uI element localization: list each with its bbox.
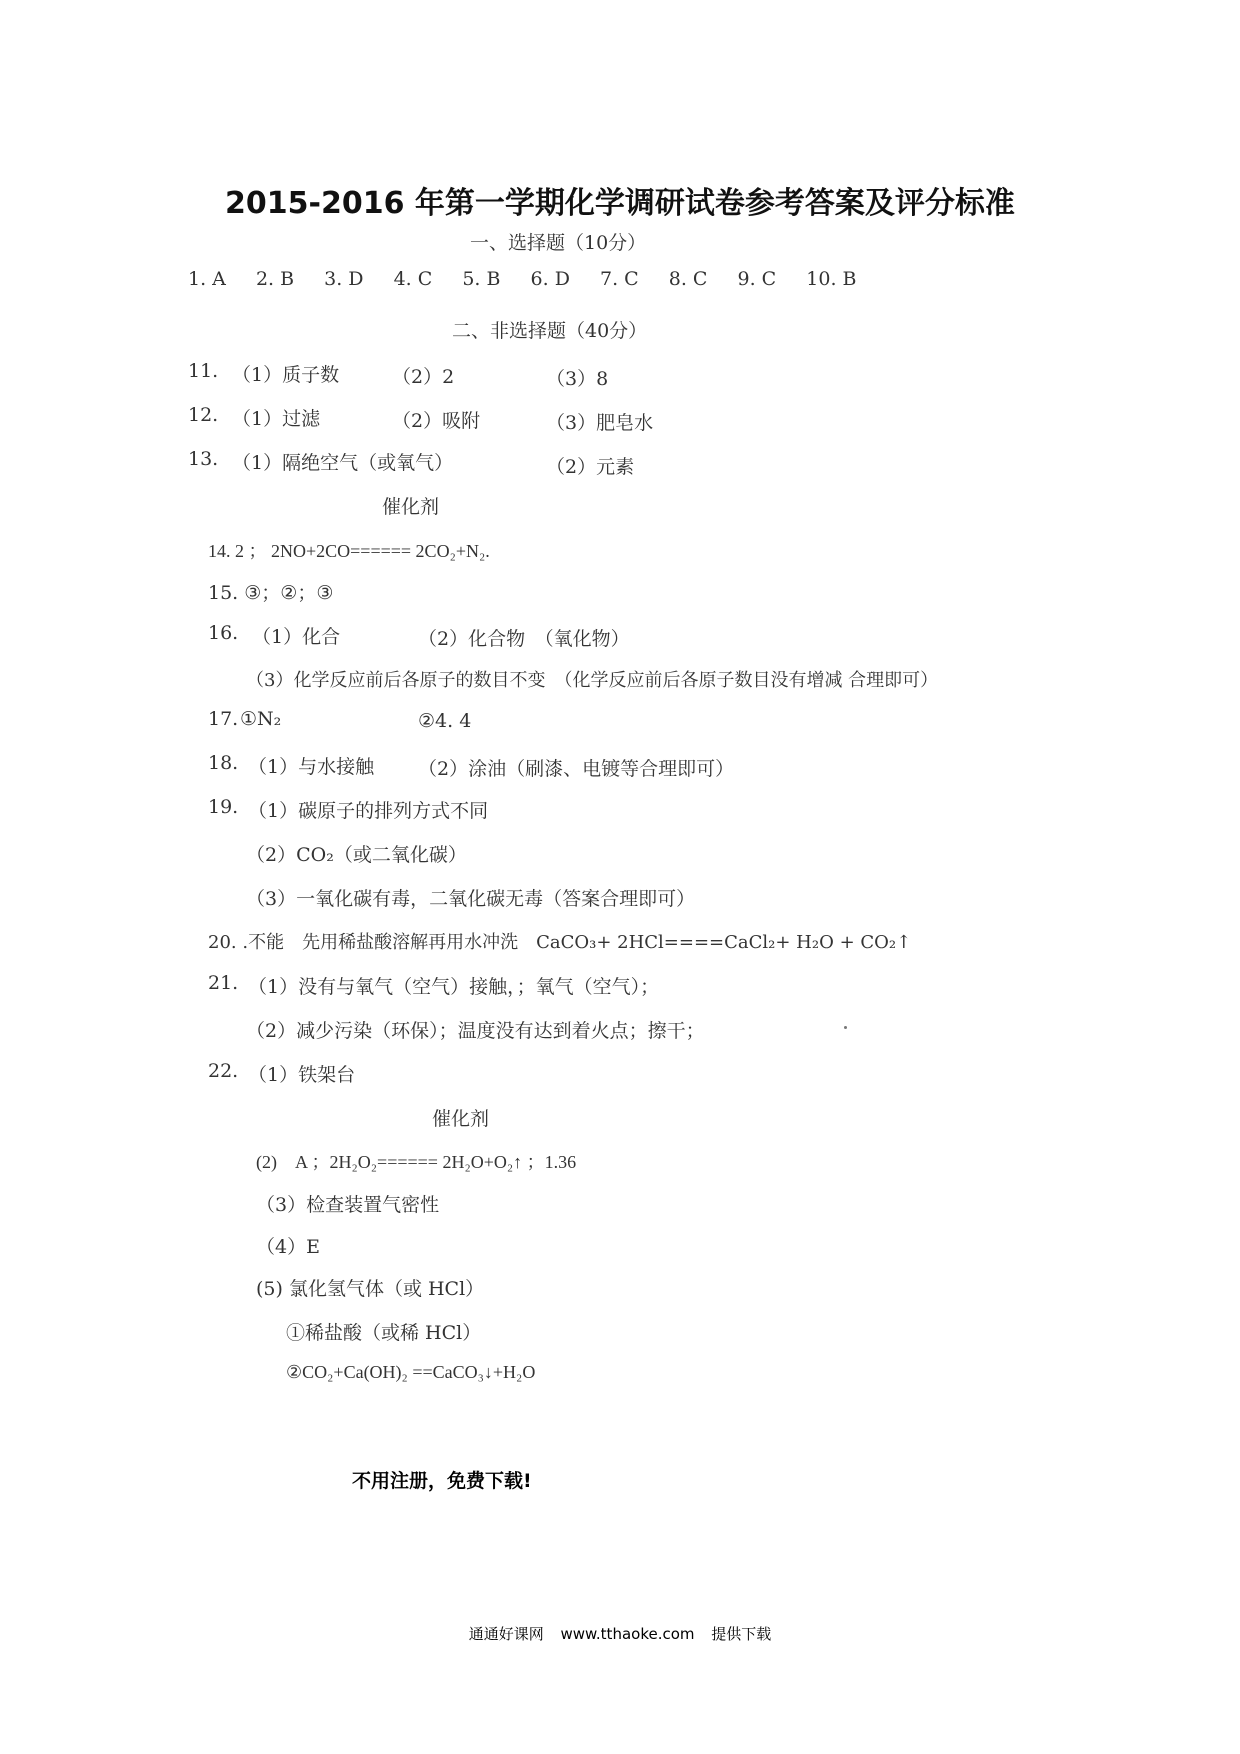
q15-answer: 15. ③；②；③ — [208, 582, 334, 604]
q13-answer-2: （2）元素 — [546, 456, 635, 478]
footer-credit — [0, 1623, 1240, 1644]
q16-number: 16. — [208, 622, 239, 644]
footer-suffix: 提供下载 — [711, 1625, 772, 1643]
q14-equation: 14. 2 ； 2NO+2CO====== 2CO₂+N₂. — [208, 541, 490, 561]
scan-speck — [844, 1026, 847, 1029]
footer-site-name: 通通好课网 — [468, 1625, 544, 1643]
q13-number: 13. — [188, 448, 219, 470]
q17-number: 17. — [208, 708, 239, 730]
q21-answer-2: （2）减少污染（环保）；温度没有达到着火点；擦干； — [246, 1020, 705, 1042]
q11-answer-3: （3）8 — [546, 368, 609, 390]
q14-catalyst-label: 催化剂 — [382, 496, 440, 518]
mc-answer: 10. B — [806, 268, 857, 290]
q18-answer-1: （1）与水接触 — [248, 756, 375, 778]
q13-answer-1: （1）隔绝空气（或氧气） — [232, 452, 454, 474]
q22-answer-2: (2) A ；2H₂O₂====== 2H₂O+O₂↑ ；1.36 — [256, 1152, 577, 1172]
q17-answer-2: ②4. 4 — [418, 710, 472, 732]
q20-answer: 20. .不能 先用稀盐酸溶解再用水冲洗 CaCO₃+ 2HCl====CaCl₂+ H₂O + CO₂↑ — [208, 932, 912, 953]
mc-answers-row — [188, 268, 881, 290]
q11-answer-2: （2）2 — [392, 366, 455, 388]
q16-answer-1: （1）化合 — [252, 626, 341, 648]
promo-text: 不用注册，免费下载! — [352, 1470, 532, 1492]
q16-answer-2: （2）化合物 （氧化物） — [418, 628, 630, 650]
section-heading-nonchoice: 二、非选择题（40分） — [452, 320, 648, 342]
q22-answer-5-1: ①稀盐酸（或稀 HCl） — [286, 1322, 482, 1344]
q22-answer-5-2: ②CO₂+Ca(OH)₂ ==CaCO₃↓+H₂O — [286, 1362, 536, 1382]
q19-answer-2: （2）CO₂（或二氧化碳） — [246, 844, 467, 866]
q19-answer-1: （1）碳原子的排列方式不同 — [248, 800, 489, 822]
mc-answer: 4. C — [393, 268, 433, 290]
q17-answer-1: ①N₂ — [240, 708, 282, 730]
mc-answer: 6. D — [530, 268, 570, 290]
q19-number: 19. — [208, 796, 239, 818]
q22-answer-1: （1）铁架台 — [248, 1064, 356, 1086]
q22-answer-4: （4）E — [256, 1236, 320, 1258]
q21-number: 21. — [208, 972, 239, 994]
q19-answer-3: （3）一氧化碳有毒，二氧化碳无毒（答案合理即可） — [246, 888, 696, 910]
q12-number: 12. — [188, 404, 219, 426]
q21-answer-1: （1）没有与氧气（空气）接触，；氧气（空气）； — [248, 976, 660, 998]
q22-number: 22. — [208, 1060, 239, 1082]
q22-answer-5: (5) 氯化氢气体（或 HCl） — [256, 1278, 485, 1300]
q12-answer-1: （1）过滤 — [232, 408, 321, 430]
mc-answer: 9. C — [737, 268, 777, 290]
mc-answer: 2. B — [255, 268, 295, 290]
mc-answer: 7. C — [599, 268, 639, 290]
mc-answer: 1. A — [188, 268, 226, 290]
q12-answer-3: （3）肥皂水 — [546, 412, 654, 434]
q11-number: 11. — [188, 360, 219, 382]
q18-answer-2: （2）涂油（刷漆、电镀等合理即可） — [418, 758, 735, 780]
q16-answer-3: （3）化学反应前后各原子的数目不变 （化学反应前后各原子数目没有增减 合理即可） — [246, 670, 939, 691]
q12-answer-2: （2）吸附 — [392, 410, 481, 432]
mc-answer: 8. C — [668, 268, 708, 290]
q18-number: 18. — [208, 752, 239, 774]
mc-answer: 5. B — [462, 268, 501, 290]
q22-answer-3: （3）检查装置气密性 — [256, 1194, 440, 1216]
q22-catalyst-label: 催化剂 — [432, 1108, 490, 1130]
mc-answer: 3. D — [324, 268, 364, 290]
footer-url: www.tthaoke.com — [560, 1625, 695, 1643]
section-heading-choice: 一、选择题（10分） — [470, 232, 647, 254]
q11-answer-1: （1）质子数 — [232, 364, 340, 386]
page-title: 2015-2016 年第一学期化学调研试卷参考答案及评分标准 — [225, 186, 1015, 221]
